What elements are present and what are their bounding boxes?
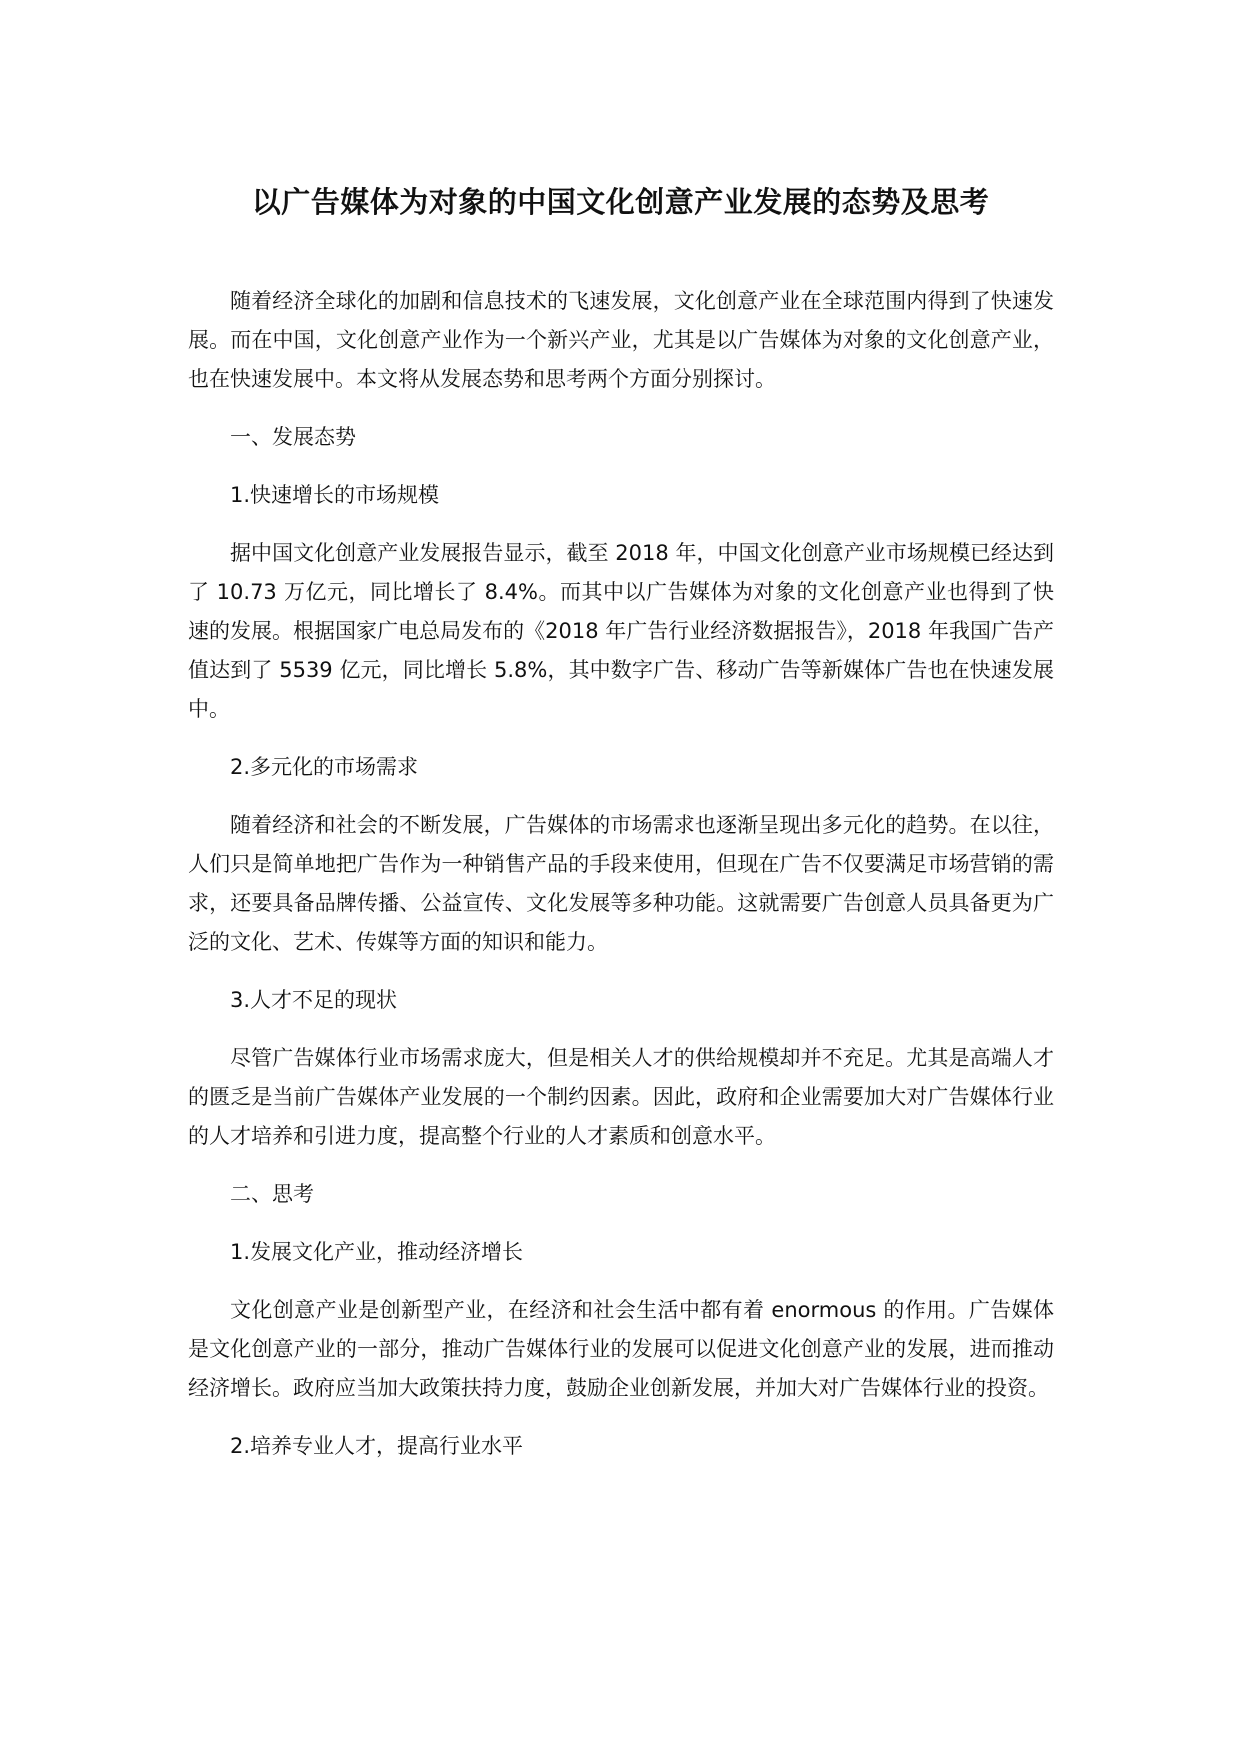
paragraph-talent-shortage: 尽管广告媒体行业市场需求庞大，但是相关人才的供给规模却并不充足。尤其是高端人才的匮乏是当前广告媒体产业发展的一个制约因素。因此，政府和企业需要加大对广告媒体行业的人才培养和引进力度，提高整个行业的人才素质和创意水平。 xyxy=(188,1046,1054,1148)
document-title: 以广告媒体为对象的中国文化创意产业发展的态势及思考 xyxy=(251,185,990,219)
paragraph-market-demand: 随着经济和社会的不断发展，广告媒体的市场需求也逐渐呈现出多元化的趋势。在以往，人们只是简单地把广告作为一种销售产品的手段来使用，但现在广告不仅要满足市场营销的需求，还要具备品牌传播、公益宣传、文化发展等多种功能。这就需要广告创意人员具备更为广泛的文化、艺术、传媒等方面的知识和能力。 xyxy=(188,813,1054,954)
subheading-market-demand: 2.多元化的市场需求 xyxy=(230,755,419,779)
document-body xyxy=(188,282,1054,1485)
subheading-economic-growth: 1.发展文化产业，推动经济增长 xyxy=(230,1240,524,1264)
section-heading-development-trend: 一、发展态势 xyxy=(230,425,356,449)
section-heading-reflection: 二、思考 xyxy=(230,1182,314,1206)
subheading-talent-shortage: 3.人才不足的现状 xyxy=(230,988,398,1012)
paragraph-market-scale: 据中国文化创意产业发展报告显示，截至 2018 年，中国文化创意产业市场规模已经达到了 10.73 万亿元，同比增长了 8.4%。而其中以广告媒体为对象的文化创意产业也得到了快速的发展。根据国家广电总局发布的《2018 年广告行业经济数据报告》，2018 年我国广告产值达到了 5539 亿元，同比增长 5.8%，其中数字广告、移动广告等新媒体广告也在快速发展中。 xyxy=(188,541,1054,721)
paragraph-intro: 随着经济全球化的加剧和信息技术的飞速发展，文化创意产业在全球范围内得到了快速发展。而在中国，文化创意产业作为一个新兴产业，尤其是以广告媒体为对象的文化创意产业，也在快速发展中。本文将从发展态势和思考两个方面分别探讨。 xyxy=(188,289,1054,391)
subheading-talent-cultivation: 2.培养专业人才，提高行业水平 xyxy=(230,1434,524,1458)
subheading-market-scale: 1.快速增长的市场规模 xyxy=(230,483,440,507)
paragraph-economic-growth: 文化创意产业是创新型产业，在经济和社会生活中都有着 enormous 的作用。广告媒体是文化创意产业的一部分，推动广告媒体行业的发展可以促进文化创意产业的发展，进而推动经济增长。政府应当加大政策扶持力度，鼓励企业创新发展，并加大对广告媒体行业的投资。 xyxy=(188,1298,1054,1400)
